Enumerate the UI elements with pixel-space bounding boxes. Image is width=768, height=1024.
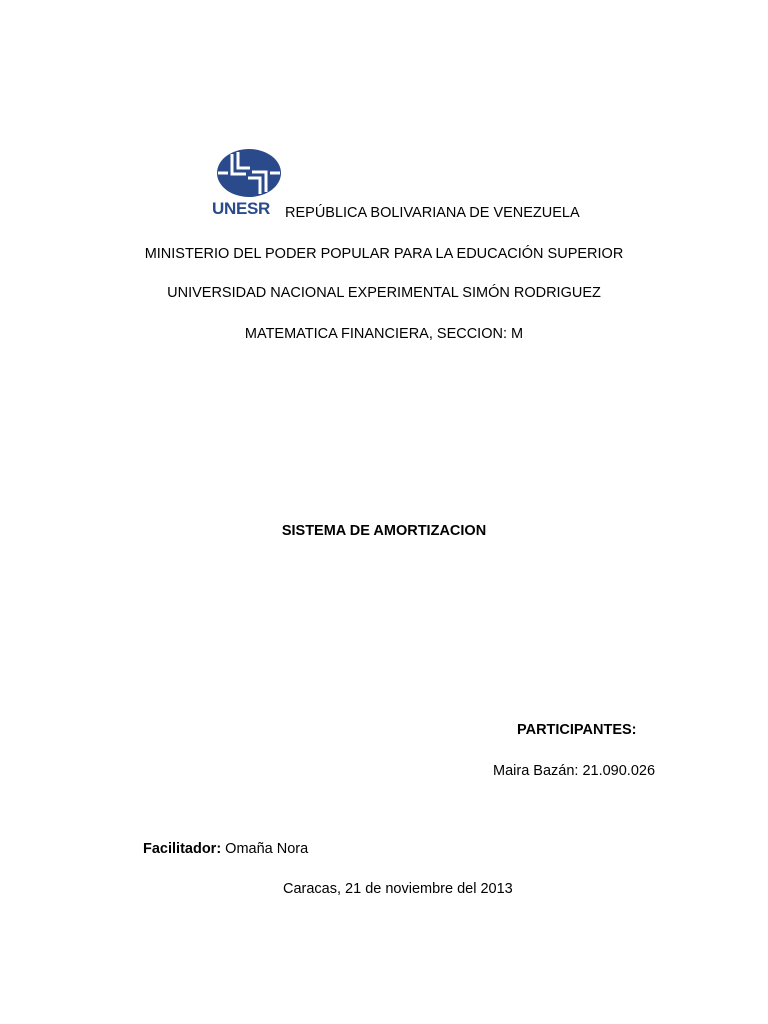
- facilitator-name: Omaña Nora: [221, 841, 309, 857]
- participant-item: Maira Bazán: 21.090.026: [493, 763, 656, 779]
- republic-heading: REPÚBLICA BOLIVARIANA DE VENEZUELA: [285, 205, 580, 221]
- ministry-heading: MINISTERIO DEL PODER POPULAR PARA LA EDUCACIÓN SUPERIOR: [144, 246, 624, 262]
- facilitator-line: [143, 840, 308, 858]
- course-heading: MATEMATICA FINANCIERA, SECCION: M: [244, 326, 524, 342]
- university-heading: UNIVERSIDAD NACIONAL EXPERIMENTAL SIMÓN RODRIGUEZ: [167, 285, 601, 301]
- unesr-emblem-icon: [216, 148, 282, 198]
- logo-text: UNESR: [212, 199, 271, 218]
- document-title: SISTEMA DE AMORTIZACION: [281, 523, 487, 539]
- unesr-logo: [212, 148, 284, 220]
- facilitator-label: Facilitador:: [143, 841, 222, 857]
- participants-heading: PARTICIPANTES:: [517, 722, 637, 738]
- place-date: Caracas, 21 de noviembre del 2013: [283, 881, 513, 897]
